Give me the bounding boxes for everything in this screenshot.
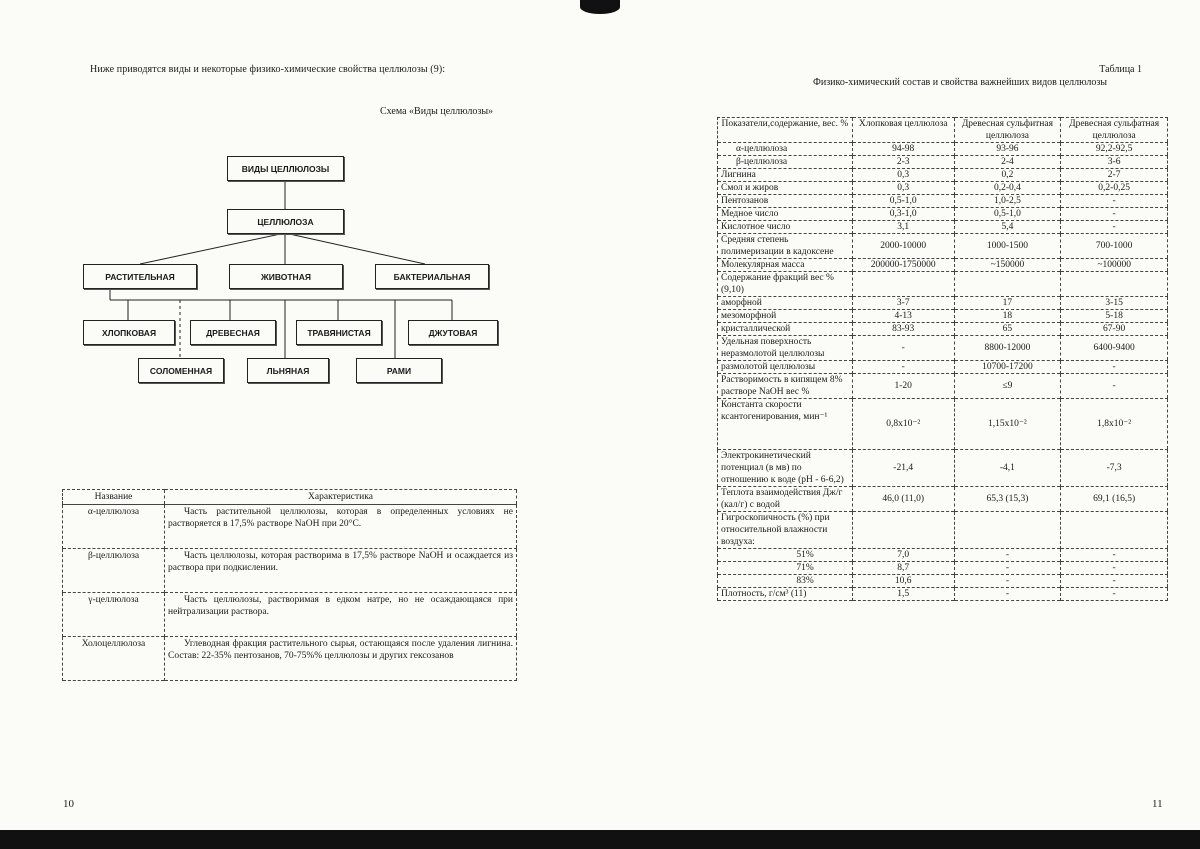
row-value: 1,0-2,5: [954, 195, 1061, 208]
row-label: Пентозанов: [718, 195, 853, 208]
table-row: [718, 562, 1168, 575]
right-page: [600, 0, 1200, 835]
row-value: 65: [954, 323, 1061, 336]
row-value: 1,8x10⁻²: [1061, 399, 1168, 450]
intro-text: Ниже приводятся виды и некоторые физико-химические свойства целлюлозы (9):: [90, 64, 446, 75]
row-value: 0,3: [852, 182, 954, 195]
row-value: 0,5-1,0: [852, 195, 954, 208]
row-value: 65,3 (15,3): [954, 487, 1061, 512]
table-row: [718, 588, 1168, 601]
row-value: -: [1061, 549, 1168, 562]
definition-desc: Часть целлюлозы, которая растворима в 17,5% растворе NaOH и осаждается из раствора при подкислении.: [165, 549, 517, 593]
row-label: Лигнина: [718, 169, 853, 182]
row-value: 8,7: [852, 562, 954, 575]
row-label: Кислотное число: [718, 221, 853, 234]
row-value: 6400-9400: [1061, 336, 1168, 361]
row-value: 18: [954, 310, 1061, 323]
row-value: 92,2-92,5: [1061, 143, 1168, 156]
header-cotton: Хлопковая целлюлоза: [852, 118, 954, 143]
row-label: размолотой целлюлозы: [718, 361, 853, 374]
table-row: [718, 487, 1168, 512]
table-row: [63, 637, 517, 681]
row-value: 700-1000: [1061, 234, 1168, 259]
row-value: 0,8x10⁻²: [852, 399, 954, 450]
diagram-node-bacterial: БАКТЕРИАЛЬНАЯ: [375, 264, 489, 289]
table-row: [718, 169, 1168, 182]
row-label: Содержание фракций вес % (9,10): [718, 272, 853, 297]
row-value: 1000-1500: [954, 234, 1061, 259]
diagram-node-wood: ДРЕВЕСНАЯ: [190, 320, 276, 345]
row-value: ≤9: [954, 374, 1061, 399]
row-label: Средняя степень полимеризации в кадоксене: [718, 234, 853, 259]
diagram-node-ramie: РАМИ: [356, 358, 442, 383]
table-row: [718, 310, 1168, 323]
header-sulfite: Древесная сульфитная целлюлоза: [954, 118, 1061, 143]
row-value: 69,1 (16,5): [1061, 487, 1168, 512]
table-label: Таблица 1: [1099, 64, 1142, 75]
row-label: кристаллической: [718, 323, 853, 336]
row-label: 83%: [718, 575, 853, 588]
row-value: 4-13: [852, 310, 954, 323]
definition-name: β-целлюлоза: [63, 549, 165, 593]
row-value: -: [1061, 221, 1168, 234]
table-row: [718, 221, 1168, 234]
row-value: 83-93: [852, 323, 954, 336]
row-value: -: [1061, 195, 1168, 208]
row-value: -: [1061, 361, 1168, 374]
row-value: 0,2: [954, 169, 1061, 182]
row-label: аморфной: [718, 297, 853, 310]
properties-header-row: [718, 118, 1168, 143]
row-label: Медное число: [718, 208, 853, 221]
row-value: 46,0 (11,0): [852, 487, 954, 512]
diagram-node-flax: ЛЬНЯНАЯ: [247, 358, 329, 383]
definitions-header-desc: Характеристика: [165, 490, 517, 505]
table-row: [718, 195, 1168, 208]
table-row: [718, 143, 1168, 156]
table-row: [718, 512, 1168, 549]
header-sulfate: Древесная сульфатная целлюлоза: [1061, 118, 1168, 143]
row-value: 0,2-0,4: [954, 182, 1061, 195]
row-value: -: [1061, 208, 1168, 221]
table-title: Физико-химический состав и свойства важнейших видов целлюлозы: [812, 77, 1108, 88]
row-value: 1-20: [852, 374, 954, 399]
table-row: [718, 549, 1168, 562]
properties-table: [717, 117, 1168, 601]
table-row: [718, 156, 1168, 169]
definition-name: γ-целлюлоза: [63, 593, 165, 637]
definition-desc: Часть растительной целлюлозы, которая в определенных условиях не растворяется в 17,5% растворе NaOH при 20°С.: [165, 505, 517, 549]
table-row: [718, 208, 1168, 221]
row-label: Теплота взаимодействия Дж/г (кал/г) с водой: [718, 487, 853, 512]
row-value: -: [1061, 562, 1168, 575]
row-value: 0,2-0,25: [1061, 182, 1168, 195]
row-value: -: [954, 575, 1061, 588]
table-row: [718, 374, 1168, 399]
row-value: 2-7: [1061, 169, 1168, 182]
row-value: 0,3: [852, 169, 954, 182]
row-value: -21,4: [852, 450, 954, 487]
row-label: Удельная поверхность неразмолотой целлюлозы: [718, 336, 853, 361]
table-row: [718, 272, 1168, 297]
diagram-node-herbaceous: ТРАВЯНИСТАЯ: [296, 320, 382, 345]
table-row: [63, 505, 517, 549]
row-label: Молекулярная масса: [718, 259, 853, 272]
table-row: [718, 234, 1168, 259]
row-label: Смол и жиров: [718, 182, 853, 195]
row-value: 200000-1750000: [852, 259, 954, 272]
row-value: -: [1061, 588, 1168, 601]
definition-desc: Часть целлюлозы, растворимая в едком натре, но не осаждающаяся при нейтрализации раствора.: [165, 593, 517, 637]
diagram-node-straw: СОЛОМЕННАЯ: [138, 358, 224, 383]
definition-desc: Углеводная фракция растительного сырья, остающаяся после удаления лигнина. Состав: 22-35% пентозанов, 70-75%% целлюлозы и других гексозанов: [165, 637, 517, 681]
table-row: [718, 259, 1168, 272]
row-value: -7,3: [1061, 450, 1168, 487]
row-value: 93-96: [954, 143, 1061, 156]
row-value: [954, 512, 1061, 549]
definition-name: Холоцеллюлоза: [63, 637, 165, 681]
row-label: мезоморфной: [718, 310, 853, 323]
page-number-left: 10: [63, 798, 74, 810]
row-label: Растворимость в кипящем 8% растворе NaOH вес %: [718, 374, 853, 399]
diagram-node-animal: ЖИВОТНАЯ: [229, 264, 343, 289]
row-label: Константа скорости ксантогенирования, мин⁻¹: [718, 399, 853, 450]
diagram-node-cellulose: ЦЕЛЛЮЛОЗА: [227, 209, 344, 234]
row-value: [954, 272, 1061, 297]
row-value: 10700-17200: [954, 361, 1061, 374]
row-value: ~100000: [1061, 259, 1168, 272]
row-value: 1,15x10⁻²: [954, 399, 1061, 450]
row-value: 2-3: [852, 156, 954, 169]
row-value: 3-6: [1061, 156, 1168, 169]
row-label: Электрокинетический потенциал (в мв) по отношению к воде (pH - 6-6,2): [718, 450, 853, 487]
definition-name: α-целлюлоза: [63, 505, 165, 549]
row-value: [852, 272, 954, 297]
row-value: 3,1: [852, 221, 954, 234]
cellulose-types-diagram: [0, 0, 600, 420]
definitions-header-row: [63, 490, 517, 505]
table-row: [718, 575, 1168, 588]
row-value: -: [852, 361, 954, 374]
row-value: -: [1061, 374, 1168, 399]
row-value: 5-18: [1061, 310, 1168, 323]
row-value: 1,5: [852, 588, 954, 601]
header-indicator: Показатели,содержание, вес. %: [718, 118, 853, 143]
row-value: 0,3-1,0: [852, 208, 954, 221]
diagram-node-jute: ДЖУТОВАЯ: [408, 320, 498, 345]
row-value: 94-98: [852, 143, 954, 156]
table-row: [718, 361, 1168, 374]
table-row: [718, 297, 1168, 310]
row-value: [1061, 272, 1168, 297]
definitions-header-name: Название: [63, 490, 165, 505]
table-row: [718, 336, 1168, 361]
row-label: α-целлюлоза: [718, 143, 853, 156]
row-value: 7,0: [852, 549, 954, 562]
row-label: Гигроскопичность (%) при относительной влажности воздуха:: [718, 512, 853, 549]
row-value: 8800-12000: [954, 336, 1061, 361]
row-value: [1061, 512, 1168, 549]
diagram-node-cotton: ХЛОПКОВАЯ: [83, 320, 175, 345]
row-value: 2-4: [954, 156, 1061, 169]
row-value: 2000-10000: [852, 234, 954, 259]
row-label: 51%: [718, 549, 853, 562]
row-value: -: [1061, 575, 1168, 588]
row-value: 0,5-1,0: [954, 208, 1061, 221]
row-value: 3-7: [852, 297, 954, 310]
row-value: -: [954, 562, 1061, 575]
diagram-node-root: ВИДЫ ЦЕЛЛЮЛОЗЫ: [227, 156, 344, 181]
row-value: 17: [954, 297, 1061, 310]
table-row: [718, 399, 1168, 450]
table-row: [63, 593, 517, 637]
definitions-table: [62, 489, 517, 681]
row-value: 3-15: [1061, 297, 1168, 310]
row-value: 10,6: [852, 575, 954, 588]
table-row: [63, 549, 517, 593]
row-value: ~150000: [954, 259, 1061, 272]
row-value: -: [954, 549, 1061, 562]
row-label: 71%: [718, 562, 853, 575]
diagram-node-plant: РАСТИТЕЛЬНАЯ: [83, 264, 197, 289]
scan-bottom-edge: [0, 830, 1200, 849]
row-value: 67-90: [1061, 323, 1168, 336]
left-page: [0, 0, 600, 835]
row-label: β-целлюлоза: [718, 156, 853, 169]
row-value: [852, 512, 954, 549]
row-value: -: [954, 588, 1061, 601]
scheme-title: Схема «Виды целлюлозы»: [380, 106, 494, 117]
row-value: 5,4: [954, 221, 1061, 234]
row-label: Плотность, г/см³ (11): [718, 588, 853, 601]
table-row: [718, 450, 1168, 487]
page-number-right: 11: [1152, 798, 1163, 810]
row-value: -4,1: [954, 450, 1061, 487]
row-value: -: [852, 336, 954, 361]
table-row: [718, 323, 1168, 336]
table-row: [718, 182, 1168, 195]
